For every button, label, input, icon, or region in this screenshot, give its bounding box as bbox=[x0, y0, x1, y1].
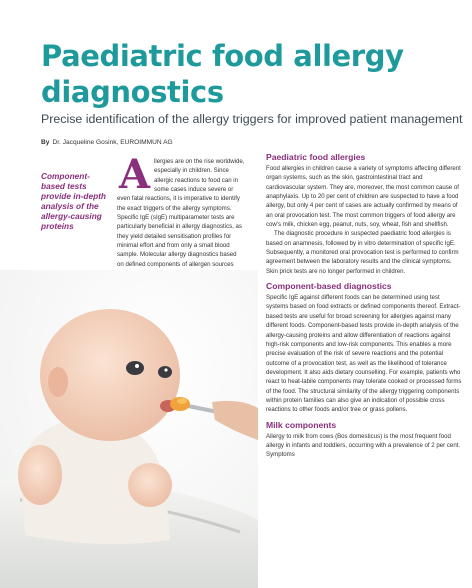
paragraph: The diagnostic procedure in suspected paediatric food allergies is based on anamnesis, followed by in vitro determination of specific IgE. Subsequently, a monitored oral provocation test is performed to confirm agreement between the laboratory results and the clinical symptoms. Skin prick tests are no longer performed in children. bbox=[266, 230, 459, 275]
paragraph: Allergy to milk from cows (Bos domesticus) is the most frequent food allergy in infants and toddlers, occurring with a prevalence of 2 per cent. Symptoms bbox=[266, 432, 461, 459]
page-title: Paediatric food allergy diagnostics bbox=[41, 39, 404, 109]
paragraph: Food allergies in children cause a variety of symptoms affecting different organ systems, such as the skin, gastrointestinal tract and cardiovascular system. They are, moreover, the most common cause of anaphylaxis. Up to 20 per cent of children are suspected to have a food allergy, but only 4 per cent of cases are actually confirmed by means of an oral provocation test. The most common triggers of food allergy are cow's milk, chicken egg, peanut, nuts, soy, wheat, fish and shellfish. bbox=[266, 165, 461, 229]
page-subtitle: Precise identification of the allergy triggers for improved patient management bbox=[41, 112, 463, 126]
byline-author: Dr. Jacqueline Gosink, EUROIMMUN AG bbox=[52, 139, 173, 146]
pull-quote: Component-based tests provide in-depth analysis of the allergy-causing proteins bbox=[41, 171, 106, 231]
section-heading: Paediatric food allergies bbox=[266, 152, 366, 162]
byline bbox=[41, 139, 173, 146]
byline-prefix: By bbox=[41, 139, 50, 146]
section-heading: Milk components bbox=[266, 419, 337, 430]
intro-text: llergies are on the rise worldwide, especially in children. Since allergic reactions to food can in some cases induce severe or even fatal reactions, it is imperative to identify the exact triggers of the allergy symptoms. Specific IgE (sIgE) multiparameter tests are particularly beneficial in allergy diagnostics, as they yield detailed sensitisation profiles for minimal effort and from only a small blood sample. Molecular allergy diagnostics based on defined components of allergen sources bbox=[117, 158, 245, 268]
section-heading: Component-based diagnostics bbox=[266, 281, 392, 292]
body-column bbox=[266, 152, 462, 460]
baby-photo bbox=[0, 270, 258, 588]
paragraph: Specific IgE against different foods can be determined using test systems based on food extracts or defined components thereof. Extract-based tests are useful for broad screening for allergies against many different foods. Component-based tests provide in-depth analysis of the allergy-causing proteins and allow differentiation of reactions against high-risk components and low-risk components. This enables a more precise evaluation of the risk of severe reactions and the potential outcome of a provocation test, as well as the likelihood of tolerance development. It also aids dietary counselling. For example, patients who react to heat-labile components may tolerate cooked or processed forms of the food. The structural similarity of the allergy triggering components within protein families can also give an indication of possible cross reactions to other foods and/or tree or grass pollens. bbox=[266, 294, 462, 414]
drop-cap: A bbox=[119, 151, 151, 198]
